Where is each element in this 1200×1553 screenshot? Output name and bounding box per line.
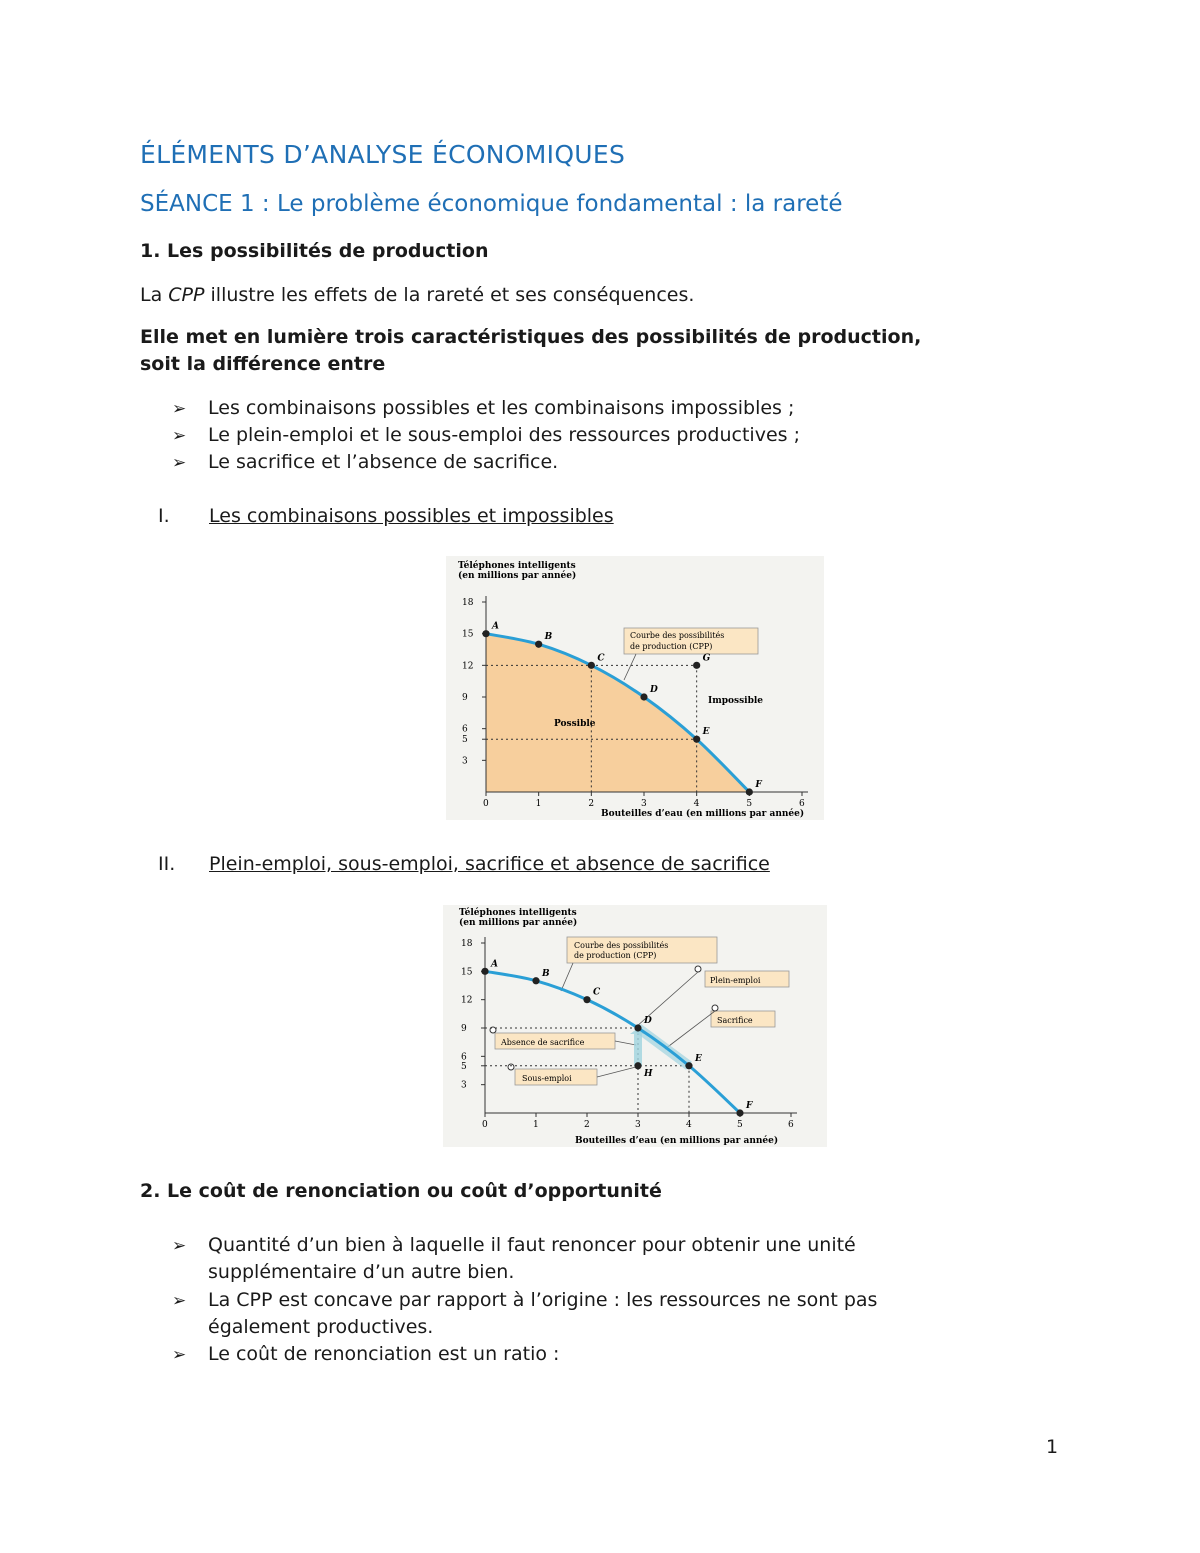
point-g xyxy=(693,662,700,669)
bold-line-2: soit la différence entre xyxy=(140,353,386,375)
y-tick-label: 3 xyxy=(461,1080,467,1091)
point-a xyxy=(481,968,488,975)
list-item xyxy=(172,397,794,419)
list-item-text: Le plein-emploi et le sous-emploi des ressources productives ; xyxy=(208,424,800,446)
x-tick-label: 6 xyxy=(788,1120,794,1130)
x-tick-label: 3 xyxy=(635,1120,641,1130)
x-tick-label: 5 xyxy=(737,1120,743,1130)
chart-2-cpp-label-2: de production (CPP) xyxy=(574,951,657,960)
chart-2-sous-emploi-label: Sous-emploi xyxy=(522,1074,572,1083)
y-tick-label: 9 xyxy=(462,693,468,703)
point-label-f: F xyxy=(755,780,762,790)
point-label-f: F xyxy=(746,1101,753,1111)
y-tick-label: 9 xyxy=(461,1024,467,1034)
point-e xyxy=(685,1062,692,1069)
chart-2-cpp-label-1: Courbe des possibilités xyxy=(574,941,669,950)
point-label-d: D xyxy=(644,1016,652,1026)
list-item xyxy=(172,424,800,446)
x-tick-label: 2 xyxy=(588,799,595,809)
point-d xyxy=(640,693,647,700)
point-label-d: D xyxy=(650,685,658,695)
subsection-2-number: II. xyxy=(158,853,176,875)
arrow-bullet-icon: ➢ xyxy=(172,1345,187,1365)
arrow-bullet-icon: ➢ xyxy=(172,453,187,473)
list-item xyxy=(172,1343,559,1365)
y-tick-label: 6 xyxy=(462,724,468,735)
list-item xyxy=(172,1234,856,1256)
intro-prefix: La xyxy=(140,284,169,306)
subsection-2-title: Plein-emploi, sous-emploi, sacrifice et absence de sacrifice xyxy=(209,853,770,875)
x-tick-label: 0 xyxy=(482,1120,488,1130)
subsection-1-title: Les combinaisons possibles et impossibles xyxy=(209,505,614,527)
chart-1-svg xyxy=(446,556,824,820)
point-label-b: B xyxy=(544,632,553,643)
point-label-b: B xyxy=(542,968,550,979)
list-item-text: La CPP est concave par rapport à l’origine : les ressources ne sont pas xyxy=(208,1289,878,1311)
chart-2 xyxy=(443,905,827,1147)
x-tick-label: 1 xyxy=(535,799,542,809)
subsection-1-number: I. xyxy=(158,505,170,527)
list-item-continuation: également productives. xyxy=(208,1316,434,1338)
point-f xyxy=(736,1109,743,1116)
point-c xyxy=(583,996,590,1003)
chart-2-absence-label: Absence de sacrifice xyxy=(501,1038,585,1047)
chart-1-xlabel: Bouteilles d’eau (en millions par année) xyxy=(601,809,805,819)
chart-1-title: Téléphones intelligents xyxy=(458,561,576,571)
section-1-heading: 1. Les possibilités de production xyxy=(140,240,489,262)
section-2-heading: 2. Le coût de renonciation ou coût d’opportunité xyxy=(140,1180,662,1202)
list-item-text: Les combinaisons possibles et les combinaisons impossibles ; xyxy=(208,397,795,419)
arrow-bullet-icon: ➢ xyxy=(172,1236,187,1256)
chart-2-title: Téléphones intelligents xyxy=(459,908,577,918)
y-tick-label: 15 xyxy=(461,967,473,978)
point-b xyxy=(535,641,542,648)
chart-1-cpp-label-leader xyxy=(624,654,636,680)
chart-2-ylabel: (en millions par année) xyxy=(459,918,578,928)
arrow-bullet-icon: ➢ xyxy=(172,399,187,419)
y-tick-label: 12 xyxy=(462,661,474,672)
point-label-h: H xyxy=(644,1068,653,1079)
page-number: 1 xyxy=(1046,1436,1059,1458)
chart-2-marker-sous xyxy=(508,1064,514,1070)
y-tick-label: 18 xyxy=(461,939,473,949)
list-item xyxy=(172,1289,877,1311)
intro-suffix: illustre les effets de la rareté et ses conséquences. xyxy=(204,284,695,306)
chart-2-svg xyxy=(443,905,827,1147)
list-item-text: Le coût de renonciation est un ratio : xyxy=(208,1343,560,1365)
point-label-c: C xyxy=(593,987,601,998)
chart-1 xyxy=(446,556,824,820)
document-title: ÉLÉMENTS D’ANALYSE ÉCONOMIQUES xyxy=(140,140,626,169)
arrow-bullet-icon: ➢ xyxy=(172,1291,187,1311)
x-tick-label: 4 xyxy=(693,799,700,809)
point-h xyxy=(634,1062,641,1069)
arrow-bullet-icon: ➢ xyxy=(172,426,187,446)
y-tick-label: 5 xyxy=(461,1061,467,1072)
y-tick-label: 12 xyxy=(461,995,473,1006)
x-tick-label: 4 xyxy=(686,1120,692,1130)
point-d xyxy=(634,1024,641,1031)
y-tick-label: 15 xyxy=(462,629,474,640)
y-tick-label: 6 xyxy=(461,1052,467,1063)
chart-2-marker-plein xyxy=(695,966,701,972)
chart-2-xlabel: Bouteilles d’eau (en millions par année) xyxy=(575,1136,779,1146)
list-item-continuation: supplémentaire d’un autre bien. xyxy=(208,1261,515,1283)
chart-2-plein-emploi-label: Plein-emploi xyxy=(710,976,761,985)
chart-2-cpp-label-leader xyxy=(561,963,573,991)
x-tick-label: 2 xyxy=(584,1120,590,1130)
chart-1-impossible-label: Impossible xyxy=(708,696,764,706)
x-tick-label: 1 xyxy=(533,1120,539,1130)
chart-2-marker-sacrifice xyxy=(712,1005,718,1011)
point-label-e: E xyxy=(695,1053,702,1064)
chart-2-sacrifice-label: Sacrifice xyxy=(717,1016,753,1025)
chart-2-leader-absence xyxy=(615,1041,636,1045)
chart-1-cpp-label-1: Courbe des possibilités xyxy=(630,631,725,640)
point-label-c: C xyxy=(597,653,605,664)
point-c xyxy=(588,662,595,669)
bold-line-1: Elle met en lumière trois caractéristiques des possibilités de production, xyxy=(140,326,922,348)
chart-2-leader-sous xyxy=(597,1067,636,1077)
seance-heading: SÉANCE 1 : Le problème économique fondamental : la rareté xyxy=(140,191,843,217)
x-tick-label: 0 xyxy=(483,799,489,809)
y-tick-label: 3 xyxy=(462,756,468,767)
intro-em: CPP xyxy=(168,284,205,306)
list-item-text: Le sacrifice et l’absence de sacrifice. xyxy=(208,451,559,473)
x-tick-label: 5 xyxy=(746,799,753,809)
chart-1-ylabel: (en millions par année) xyxy=(458,571,577,581)
point-label-a: A xyxy=(492,621,499,632)
x-tick-label: 6 xyxy=(799,799,805,809)
point-b xyxy=(532,977,539,984)
x-tick-label: 3 xyxy=(641,799,647,809)
point-f xyxy=(746,788,753,795)
point-label-e: E xyxy=(702,727,710,738)
intro-paragraph xyxy=(140,284,694,306)
chart-2-leader-sacrifice xyxy=(665,1011,715,1049)
y-tick-label: 18 xyxy=(462,598,474,608)
list-item-text: Quantité d’un bien à laquelle il faut renoncer pour obtenir une unité xyxy=(208,1234,856,1256)
chart-1-cpp-label-2: de production (CPP) xyxy=(630,642,713,651)
chart-1-possible-label: Possible xyxy=(554,719,596,729)
point-label-a: A xyxy=(491,959,498,970)
point-e xyxy=(693,736,700,743)
point-a xyxy=(482,630,489,637)
point-label-g: G xyxy=(702,653,711,664)
y-tick-label: 5 xyxy=(462,735,468,746)
list-item xyxy=(172,451,558,473)
